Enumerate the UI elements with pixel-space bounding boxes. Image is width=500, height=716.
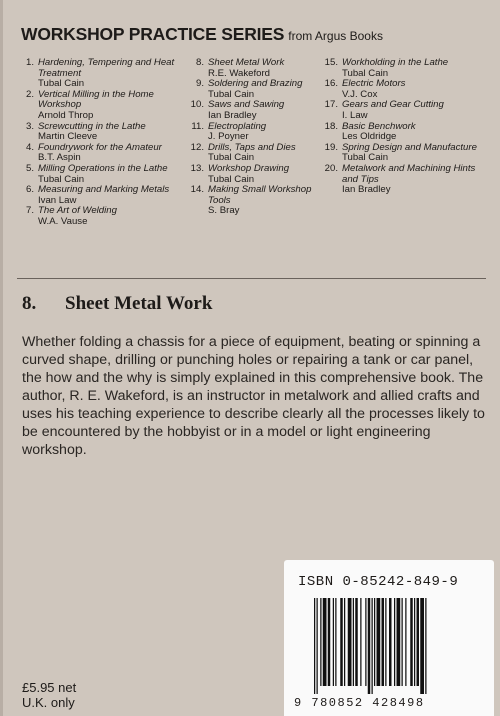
book-list-item	[19, 90, 189, 122]
series-header	[21, 24, 383, 45]
book-title: Gears and Gear Cutting	[342, 99, 444, 111]
book-author: V.J. Cox	[342, 88, 378, 100]
book-title: Milling Operations in the Lathe	[38, 162, 168, 174]
book-list-item	[189, 79, 329, 100]
book-author: Tubal Cain	[208, 173, 255, 185]
book-author: Tubal Cain	[208, 88, 255, 100]
book-title: Basic Benchwork	[342, 120, 416, 132]
book-list-item	[19, 206, 189, 227]
book-author: Arnold Throp	[38, 109, 94, 121]
book-author: I. Law	[342, 109, 368, 121]
book-author: W.A. Vause	[38, 215, 88, 227]
book-list-column-2	[189, 58, 329, 217]
book-number: 7.	[25, 205, 34, 217]
book-number: 9.	[195, 78, 204, 90]
book-author: B.T. Aspin	[38, 152, 81, 164]
book-title: Electroplating	[208, 120, 267, 132]
book-title: Soldering and Brazing	[208, 78, 303, 90]
book-title: Hardening, Tempering and Heat Treatment	[38, 57, 175, 79]
book-list-item	[323, 79, 493, 100]
book-list-item	[189, 164, 329, 185]
book-title: Making Small Workshop Tools	[208, 184, 312, 206]
barcode-label	[284, 560, 494, 716]
feature-title: Sheet Metal Work	[65, 293, 213, 314]
book-author: Ivan Law	[38, 194, 77, 206]
book-author: Les Oldridge	[342, 131, 397, 143]
book-title: Measuring and Marking Metals	[38, 184, 170, 196]
book-title: Saws and Sawing	[208, 99, 285, 111]
book-title: Metalwork and Machining Hints and Tips	[342, 162, 476, 185]
book-number: 5.	[25, 162, 34, 174]
book-list-column-1	[19, 58, 189, 228]
book-author: Tubal Cain	[342, 67, 389, 79]
book-number: 4.	[25, 141, 34, 153]
book-number: 16.	[324, 78, 338, 90]
book-author: Ian Bradley	[208, 109, 257, 121]
book-number: 17.	[324, 99, 338, 111]
book-title: Vertical Milling in the Home Workshop	[38, 88, 154, 111]
book-number: 20.	[324, 162, 338, 174]
book-number: 15.	[324, 57, 338, 68]
book-author: Tubal Cain	[38, 173, 85, 185]
book-title: Drills, Taps and Dies	[208, 141, 296, 153]
feature-heading	[22, 293, 212, 315]
book-list-item	[19, 122, 189, 143]
book-number: 18.	[324, 120, 338, 132]
book-title: Sheet Metal Work	[208, 57, 285, 68]
book-number: 11.	[191, 120, 204, 132]
series-title: WORKSHOP PRACTICE SERIES	[21, 24, 285, 44]
price	[22, 680, 76, 710]
book-list-item	[189, 100, 329, 121]
barcode-number: 9 780852 428498	[294, 696, 425, 710]
book-title: Workshop Drawing	[208, 162, 290, 174]
book-number: 13.	[190, 162, 204, 174]
book-list-item	[323, 58, 493, 79]
book-author: Tubal Cain	[208, 152, 255, 164]
book-list-column-3	[323, 58, 493, 196]
book-list-item	[323, 143, 493, 164]
book-title: The Art of Welding	[38, 205, 117, 217]
book-number: 3.	[25, 120, 34, 132]
book-list-item	[189, 185, 329, 217]
barcode-image	[314, 598, 464, 694]
book-number: 10.	[190, 99, 204, 111]
book-number: 19.	[324, 141, 338, 153]
book-author: S. Bray	[208, 205, 240, 217]
book-title: Electric Motors	[342, 78, 406, 90]
isbn: ISBN 0-85242-849-9	[298, 574, 459, 590]
book-author: Martin Cleeve	[38, 131, 98, 143]
book-author: Tubal Cain	[38, 78, 85, 90]
book-list-item	[323, 100, 493, 121]
book-author: J. Poyner	[208, 131, 249, 143]
book-list-item	[19, 58, 189, 90]
book-author: R.E. Wakeford	[208, 67, 271, 79]
book-number: 6.	[25, 184, 34, 196]
feature-number: 8.	[22, 293, 37, 314]
book-title: Screwcutting in the Lathe	[38, 120, 146, 132]
book-number: 14.	[190, 184, 204, 196]
price-region: U.K. only	[22, 695, 75, 710]
book-list-item	[19, 164, 189, 185]
series-publisher: from Argus Books	[288, 29, 383, 43]
divider	[17, 278, 486, 279]
book-list-item	[189, 143, 329, 164]
book-author: Ian Bradley	[342, 184, 391, 196]
book-list-item	[189, 58, 329, 79]
book-list-item	[323, 122, 493, 143]
book-description: Whether folding a chassis for a piece of equipment, beating or spinning a curved shape, drilling or punching holes or repairing a tank or car panel, the how and the why is simply explained in this comprehensive book. The author, R. E. Wakeford, is an instructor in metalwork and allied crafts and uses his teaching experience to describe clearly all the processes likely to be encountered by the hobbyist or in a model or light engineering workshop.	[22, 334, 485, 458]
book-number: 1.	[25, 57, 34, 68]
book-list-item	[189, 122, 329, 143]
book-title: Spring Design and Manufacture	[342, 141, 477, 153]
book-title: Foundrywork for the Amateur	[38, 141, 162, 153]
book-list-item	[19, 143, 189, 164]
book-title: Workholding in the Lathe	[342, 57, 449, 68]
book-number: 2.	[25, 88, 34, 100]
book-list-item	[19, 185, 189, 206]
book-list-item	[323, 164, 493, 196]
book-author: Tubal Cain	[342, 152, 389, 164]
price-amount: £5.95 net	[22, 680, 77, 695]
book-number: 8.	[195, 57, 204, 68]
book-number: 12.	[190, 141, 204, 153]
